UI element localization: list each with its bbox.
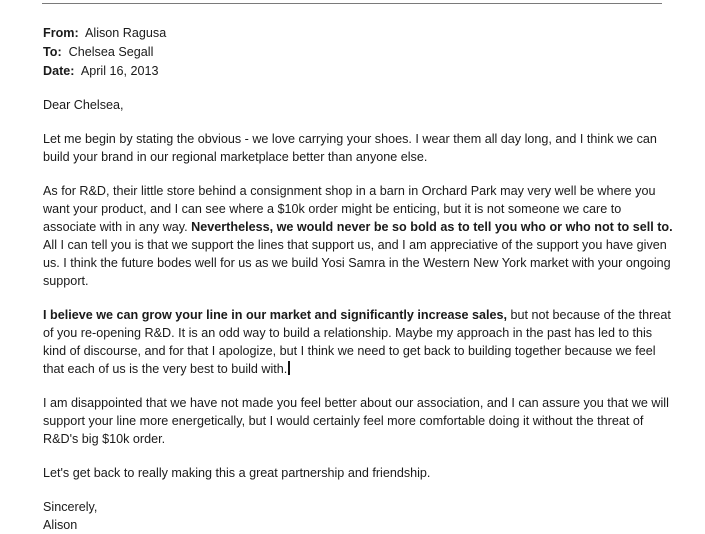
to-value: Chelsea Segall	[68, 45, 154, 59]
paragraph-3-text: but not because of the threat of you re-opening R&D. It is an odd way to build a relationship. Maybe my approach in the past has led to this kind of discourse, and for that I apologize, but I think we need to get back to building together because we feel that each of us is the very best to build with.	[43, 308, 671, 376]
letter-document[interactable]	[43, 24, 673, 534]
paragraph-5: Let's get back to really making this a great partnership and friendship.	[43, 466, 431, 480]
date-line	[43, 62, 673, 81]
date-label: Date:	[43, 64, 75, 78]
paragraph-2-text-b: All I can tell you is that we support the lines that support us, and I am appreciative of the support you have given us. I think the future bodes well for us as we build Yosi Samra in the Western New York market with your ongoing support.	[43, 238, 671, 288]
paragraph-2	[43, 182, 673, 290]
paragraph-1: Let me begin by stating the obvious - we love carrying your shoes. I wear them all day long, and I think we can build your brand in our regional marketplace better than anyone else.	[43, 132, 657, 164]
from-label: From:	[43, 26, 79, 40]
paragraph-2-text-a: As for R&D, their little store behind a consignment shop in a barn in Orchard Park may very well be where you want your product, and I can see where a $10k order might be enticing, but it is not someone we care to associate with in any way.	[43, 184, 656, 234]
paragraph-4: I am disappointed that we have not made you feel better about our association, and I can assure you that we will support your line more energetically, but I would certainly feel more comfortable doing it without the threat of R&D's big $10k order.	[43, 396, 669, 446]
paragraph-3	[43, 306, 673, 378]
date-value: April 16, 2013	[80, 64, 159, 78]
paragraph-2-bold: Nevertheless, we would never be so bold as to tell you who or who not to sell to.	[191, 220, 673, 234]
text-cursor	[288, 361, 290, 375]
paragraph-3-bold: I believe we can grow your line in our market and significantly increase sales,	[43, 308, 508, 322]
from-line	[43, 24, 673, 43]
closing: Sincerely,	[43, 500, 98, 514]
signature: Alison	[43, 518, 78, 532]
memo-header	[43, 24, 673, 81]
from-value: Alison Ragusa	[85, 26, 167, 40]
to-label: To:	[43, 45, 62, 59]
to-line	[43, 43, 673, 62]
salutation: Dear Chelsea,	[43, 98, 124, 112]
top-divider	[42, 3, 662, 4]
